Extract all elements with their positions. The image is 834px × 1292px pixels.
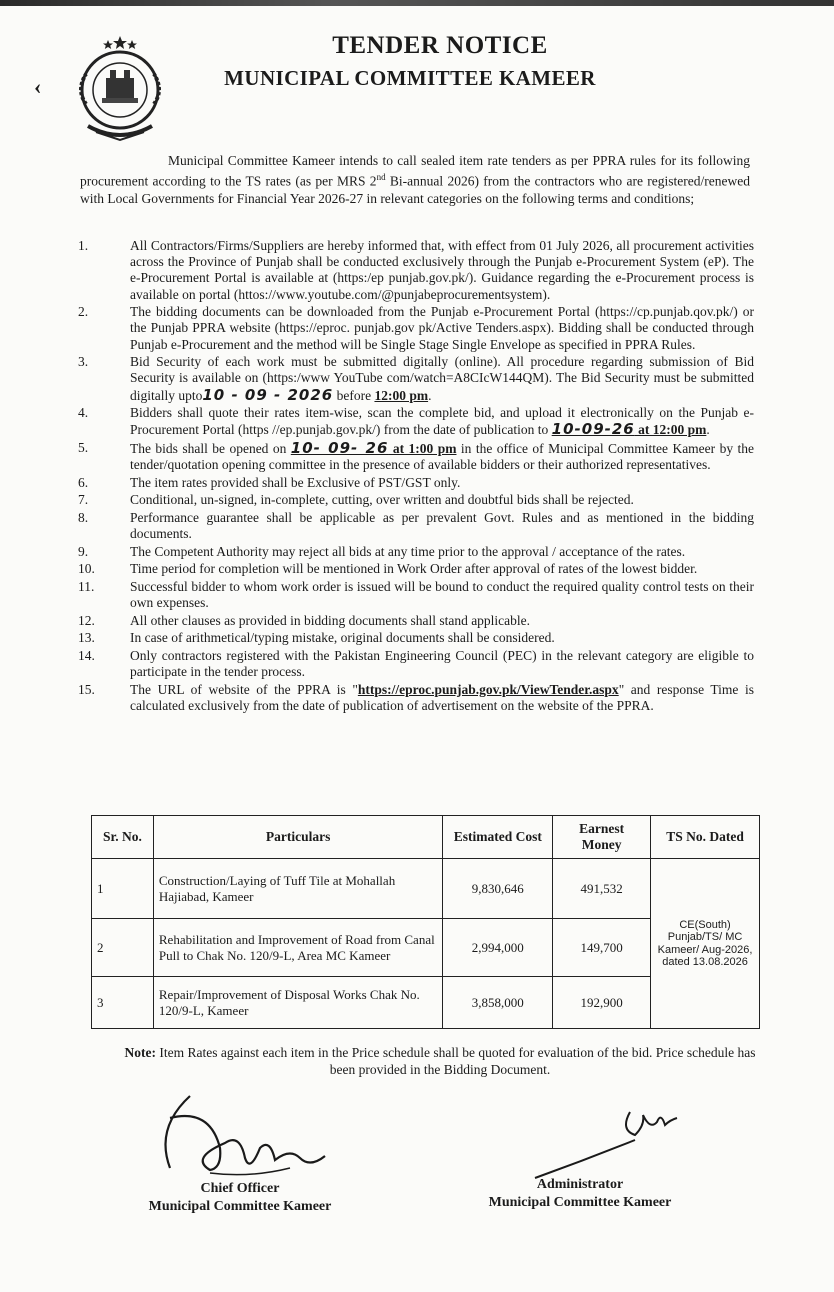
chief-officer-signature: [150, 1088, 330, 1188]
term-item: [78, 492, 754, 508]
handwritten-date: 10 - 09 - 2026: [202, 385, 334, 404]
intro-paragraph: [80, 152, 750, 207]
term-number: 5.: [78, 440, 89, 455]
term-item: [78, 304, 754, 353]
cell-particulars: Rehabilitation and Improvement of Road from Canal Pull to Chak No. 120/9-L, Area MC Kameer: [153, 919, 442, 977]
cell-sr: 3: [92, 977, 154, 1029]
cell-earnest: 149,700: [553, 919, 651, 977]
term-item: [78, 579, 754, 611]
cell-ts-no: CE(South) Punjab/TS/ MC Kameer/ Aug-2026, dated 13.08.2026: [651, 859, 760, 1029]
chief-officer-title: Chief Officer: [200, 1181, 280, 1196]
handwritten-date: 10-09-26: [551, 420, 635, 439]
term-text: Bidders shall quote their rates item-wise, scan the complete bid, and upload it electronically on the Punjab e-Procurement Portal (https //ep.punjab.gov.pk/) from the date of publication to 10-09-26 at 12:00 pm.: [130, 405, 754, 439]
administrator-title: Administrator: [536, 1177, 624, 1192]
term-number: 8.: [78, 509, 89, 525]
term-number: 7.: [78, 492, 89, 508]
tender-table: [91, 815, 760, 1029]
term-item: [78, 613, 754, 629]
term-item: [78, 405, 754, 438]
administrator-block: [470, 1176, 690, 1212]
term-text: All Contractors/Firms/Suppliers are hereby informed that, with effect from 01 July 2026, all procurement activities across the Province of Punjab shall be conducted exclusively through the Punjab e-Procurement System (eP). The e-Procurement Portal is available at (https:/ep punjab.gov.pk/). Guidance regarding the e-Procurement process is available on portal (httos://www.youtube.com/@punjabeprocurementsystem).: [130, 238, 754, 302]
table-header-row: [92, 816, 760, 859]
term-text: Performance guarantee shall be applicable as per prevalent Govt. Rules and as mentioned in the bidding documents.: [130, 509, 754, 542]
term-item: [78, 475, 754, 491]
handwritten-date: 10- 09- 26: [290, 439, 389, 457]
note-text: Item Rates against each item in the Price schedule shall be quoted for evaluation of the bid. Price schedule has been provided in the Bidding Document.: [156, 1045, 756, 1077]
term-number: 15.: [78, 681, 95, 697]
term-number: 14.: [78, 647, 95, 663]
term-item: [78, 630, 754, 646]
cell-earnest: 192,900: [553, 977, 651, 1029]
term-item: [78, 544, 754, 560]
term-number: 13.: [78, 630, 95, 646]
opening-time: at 1:00 pm: [388, 441, 457, 456]
term-text: The URL of website of the PPRA is "https://eproc.punjab.gov.pk/ViewTender.aspx" and response Time is calculated exclusively from the date of publication of advertisement on the website of the PPRA.: [130, 681, 755, 713]
col-header-earnest: Earnest Money: [553, 816, 651, 859]
col-header-cost: Estimated Cost: [443, 816, 553, 859]
term-item: [78, 682, 754, 714]
cell-particulars: Repair/Improvement of Disposal Works Chak No. 120/9-L, Kameer: [153, 977, 442, 1029]
table-row: [92, 859, 760, 919]
term-text: Only contractors registered with the Pakistan Engineering Council (PEC) in the relevant category are eligible to participate in the tender process.: [130, 647, 754, 680]
intro-text-b: Bi-annual 2026) from the contractors who are registered/renewed with Local Governments for Financial Year 2026-27 in relevant categories on the following terms and conditions;: [80, 173, 750, 206]
term-text: In case of arithmetical/typing mistake, original documents shall be considered.: [130, 630, 555, 646]
term-text: Bid Security of each work must be submitted digitally (online). All procedure regarding submission of Bid Security is available on (https:/www YouTube com/watch=A8CIcW144QM). The Bid Security must be submitted digitally upto10 - 09 - 2026 before 12:00 pm.: [130, 354, 754, 404]
col-header-sr: Sr. No.: [92, 816, 154, 859]
term-number: 6.: [78, 474, 89, 490]
intro-text-a: Municipal Committee Kameer intends to call sealed item rate tenders as per PPRA rules for its following procurement according to the TS rates (as per MRS 2: [80, 153, 750, 189]
term-item: [78, 354, 754, 404]
term-item: [78, 561, 754, 577]
deadline-time: 12:00 pm: [374, 387, 429, 403]
col-header-ts-no: TS No. Dated: [651, 816, 760, 859]
notice-subtitle: MUNICIPAL COMMITTEE KAMEER: [224, 66, 596, 90]
cell-cost: 2,994,000: [443, 919, 553, 977]
note-paragraph: [120, 1044, 760, 1078]
note-label: Note:: [124, 1045, 157, 1060]
term-number: 9.: [78, 543, 89, 559]
cell-earnest: 491,532: [553, 859, 651, 919]
term-number: 2.: [78, 304, 89, 320]
term-text: The item rates provided shall be Exclusive of PST/GST only.: [130, 474, 461, 490]
term-number: 4.: [78, 405, 89, 421]
chief-officer-org: Municipal Committee Kameer: [148, 1199, 332, 1214]
term-text: The bids shall be opened on 10- 09- 26 at 1:00 pm in the office of Municipal Committee Kameer by the tender/quotation opening committee in the presence of available bidders or their authorized representatives.: [130, 439, 755, 473]
term-text: Successful bidder to whom work order is issued will be bound to conduct the required quality control tests on their own expenses.: [130, 578, 754, 611]
term-item: [78, 238, 754, 303]
col-header-particulars: Particulars: [153, 816, 442, 859]
cell-sr: 2: [92, 919, 154, 977]
margin-mark: ‹: [34, 74, 42, 99]
administrator-org: Municipal Committee Kameer: [488, 1195, 672, 1210]
cell-sr: 1: [92, 859, 154, 919]
scan-top-edge: [0, 0, 834, 6]
deadline-time: at 12:00 pm: [634, 422, 707, 438]
term-item: [78, 510, 754, 542]
term-number: 1.: [78, 238, 89, 253]
notice-title: TENDER NOTICE: [332, 32, 548, 59]
intro-sup: nd: [376, 172, 386, 182]
cell-cost: 9,830,646: [443, 859, 553, 919]
term-text: The bidding documents can be downloaded from the Punjab e-Procurement Portal (https://cp.punjab.qov.pk/) or the Punjab PPRA website (https://eproc. punjab.gov pk/Active Tenders.aspx). Bidding shall be conducted through Punjab e-Procurement and the method will be Single Stage Single Envelope as specified in PPRA Rules.: [130, 304, 754, 352]
term-text: Conditional, un-signed, in-complete, cutting, over written and doubtful bids shall be rejected.: [130, 492, 634, 508]
ppra-url-link[interactable]: https://eproc.punjab.gov.pk/ViewTender.aspx: [357, 681, 619, 697]
cell-cost: 3,858,000: [443, 977, 553, 1029]
chief-officer-block: [120, 1180, 360, 1216]
term-item: [78, 648, 754, 680]
term-item: [78, 440, 754, 473]
term-number: 10.: [78, 561, 95, 577]
term-text: The Competent Authority may reject all bids at any time prior to the approval / acceptance of the rates.: [130, 543, 686, 559]
term-text: Time period for completion will be mentioned in Work Order after approval of rates of the lowest bidder.: [130, 561, 698, 577]
term-number: 12.: [78, 612, 95, 628]
term-number: 3.: [78, 354, 89, 370]
municipal-seal-logo: [66, 34, 174, 146]
administrator-signature: [525, 1100, 685, 1180]
term-text: All other clauses as provided in bidding documents shall stand applicable.: [130, 612, 531, 628]
cell-particulars: Construction/Laying of Tuff Tile at Mohallah Hajiabad, Kameer: [153, 859, 442, 919]
term-number: 11.: [78, 578, 95, 594]
terms-list: [78, 238, 754, 716]
